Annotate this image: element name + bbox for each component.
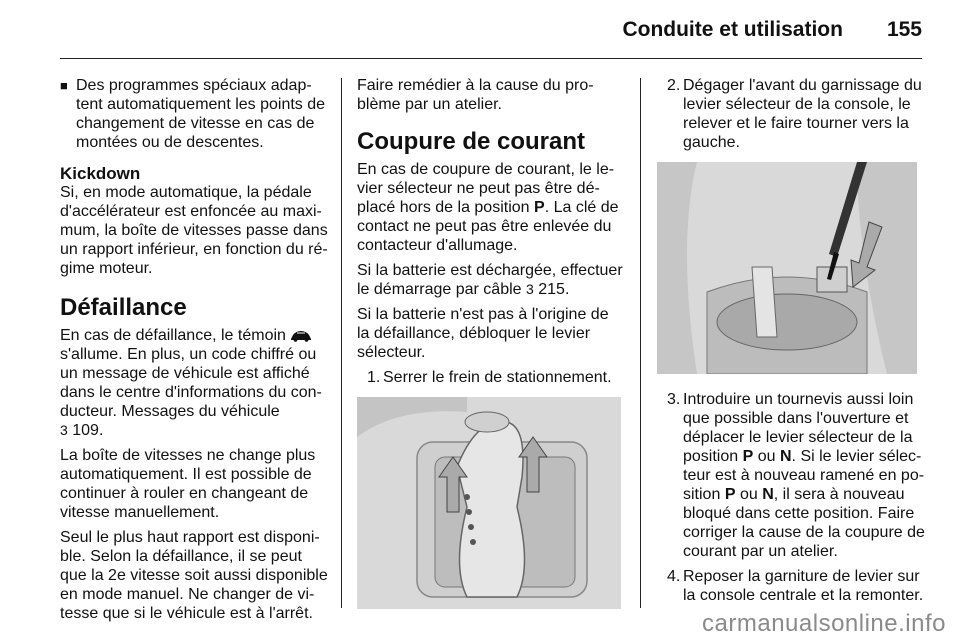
column-divider [640,78,641,608]
paragraph: Si la batterie n'est pas à l'origine de la défaillance, débloquer le levier sélecteur. [357,306,609,361]
paragraph: Seul le plus haut rapport est disponible. Selon la défaillance, il se peut que la 2e vitesse soit aussi disponible en mode manuel. Ne changer de vitesse que si le véhicule est à l'arrêt. [60,529,328,622]
bullet-item: ■ Des programmes spéciaux adaptent automatiquement les points de changement de vitesse en cas de montées ou de descentes. [60,77,326,151]
paragraph: La boîte de vitesses ne change plus automatiquement. Il est possible de continuer à rouler en changeant de vitesse manuellement. [60,447,316,521]
page-ref-arrow-icon: 3 [526,281,534,297]
step-1: 1. Serrer le frein de stationnement. [367,369,612,386]
car-warning-icon [290,330,312,342]
page-header [622,18,922,42]
page-ref: 109. [72,422,104,439]
step-4: 4. Reposer la garniture de levier sur la console centrale et la remonter. [667,568,924,604]
column-divider [341,78,342,608]
paragraph: Si la batterie est déchargée, effectuer le démarrage par câble 3 215. [357,262,623,298]
defaillance-paragraph: En cas de défaillance, le témoin s'allume. En plus, un code chiffré ou un message de véhicule est affiché dans le centre d'informations du conducteur. Messages du véhicule 3 109. [60,327,322,439]
column-1 [60,76,328,629]
watermark: carmanualsonline.info [702,610,946,637]
paragraph: Faire remédier à la cause du problème par un atelier. [357,77,594,113]
selector-lever-illustration [357,397,621,609]
page-ref-arrow-icon: 3 [60,422,68,438]
step-2: 2. Dégager l'avant du garnissage du levier sélecteur de la console, le relever et le faire tourner vers la gauche. [667,77,922,151]
bullet-square-icon: ■ [60,78,68,93]
column-2 [357,76,623,625]
header-rule [60,58,922,59]
screwdriver-illustration [657,162,917,374]
step-3: 3. Introduire un tournevis aussi loin que possible dans l'ouverture et déplacer le levier sélecteur de la position P ou N. Si le levier sélecteur est à nouveau ramené en position P ou N, il sera à nouveau bloqué dans cette position. Faire corriger la cause de la coupure de courant par un atelier. [667,391,925,560]
column-3 [657,76,925,611]
kickdown-heading: Kickdown [60,164,141,183]
kickdown-text: Si, en mode automatique, la pédale d'accélérateur est enfoncée au maximum, la boîte de vitesses passe dans un rapport inférieur, en fonction du régime moteur. [60,184,328,277]
coupure-heading: Coupure de courant [357,128,586,155]
page-number: 155 [886,18,922,41]
defaillance-heading: Défaillance [60,294,187,321]
paragraph: En cas de coupure de courant, le levier sélecteur ne peut pas être déplacé hors de la position P. La clé de contact ne peut pas être enlevée du contacteur d'allumage. [357,161,619,254]
section-title: Conduite et utilisation [622,18,843,41]
